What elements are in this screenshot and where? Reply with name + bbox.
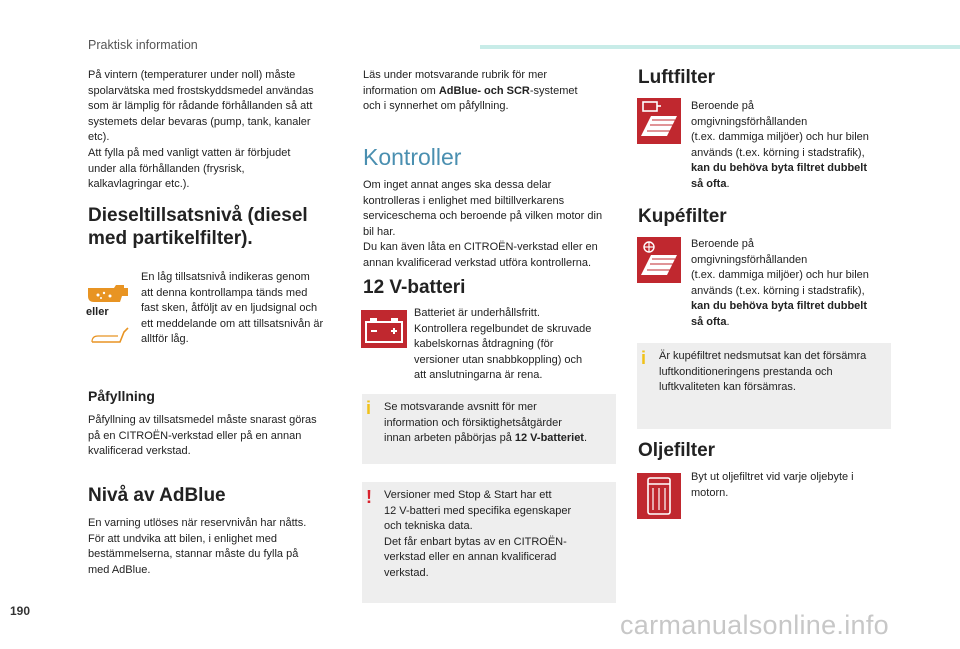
- adblue-reference-text: Läs under motsvarande rubrik för mer information om AdBlue- och SCR-systemet och i synnerhet om påfyllning.: [363, 69, 578, 113]
- cabin-filter-info-box: [637, 343, 891, 429]
- stop-start-warning-text: Versioner med Stop & Start har ett 12 V-batteri med specifika egenskaper och tekniska data. Det får enbart bytas av en CITROËN- verkstad eller en annan kvalificerad verkstad.: [384, 489, 572, 579]
- warning-icon: !: [366, 487, 372, 507]
- diesel-additive-heading: Dieseltillsatsnivå (diesel med partikelfilter).: [88, 205, 308, 249]
- diesel-additive-text: En låg tillsatsnivå indikeras genom att denna kontrollampa tänds med fast sken, åtföljt av en ljudsignal och ett meddelande om att tillsatsnivån är alltför låg.: [141, 271, 324, 346]
- battery-info-text: Se motsvarande avsnitt för mer information och försiktighetsåtgärder innan arbeten påbörjas på 12 V-batteriet.: [384, 401, 588, 445]
- battery-info-box: [362, 394, 616, 464]
- winter-paragraph: På vintern (temperaturer under noll) måste spolarvätska med frostskyddsmedel användas som är lämplig för rådande förhållanden så att systemets delar bevaras (pump, tank, kanaler etc). Att fylla på med vanligt vatten är förbjudet under alla förhållanden (frysrisk, kalkavlagringar etc.).: [88, 69, 314, 191]
- stop-start-warning-box: [362, 482, 616, 603]
- battery-heading: 12 V-batteri: [363, 277, 466, 298]
- running-header: Praktisk information: [88, 38, 198, 52]
- adblue-heading: Nivå av AdBlue: [88, 485, 226, 506]
- checks-text: Om inget annat anges ska dessa delar kontrolleras i enlighet med biltillverkarens serviceschema och beroende på vilken motor din bil har. Du kan även låta en CITROËN-verkstad eller en annan kvalificerad verkstad utföra kontrollerna.: [363, 179, 603, 269]
- cabin-filter-info-text: Är kupéfiltret nedsmutsat kan det försämra luftkonditioneringens prestanda och luftkvaliteten kan försämras.: [659, 350, 867, 394]
- watermark: carmanualsonline.info: [620, 610, 889, 640]
- oil-filter-text: Byt ut oljefiltret vid varje oljebyte i motorn.: [691, 471, 854, 499]
- refill-text: Påfyllning av tillsatsmedel måste snarast göras på en CITROËN-verkstad eller på en annan kvalificerad verkstad.: [88, 414, 317, 458]
- info-icon: i: [366, 398, 372, 418]
- air-filter-heading: Luftfilter: [638, 67, 716, 88]
- battery-icon: [361, 310, 407, 353]
- header-rule: [480, 45, 960, 49]
- fuel-filler-outline-icon: [90, 324, 130, 351]
- cabin-filter-text: Beroende på omgivningsförhållanden (t.ex. dammiga miljöer) och hur bilen används (t.ex. körning i stadstrafik), kan du behöva byta filtret dubbelt så ofta.: [691, 238, 869, 328]
- air-filter-text: Beroende på omgivningsförhållanden (t.ex. dammiga miljöer) och hur bilen används (t.ex. körning i stadstrafik), kan du behöva byta filtret dubbelt så ofta.: [691, 100, 869, 190]
- oil-filter-heading: Oljefilter: [638, 440, 716, 461]
- air-filter-icon: [637, 98, 681, 149]
- info-icon: i: [641, 348, 647, 368]
- cabin-filter-icon: [637, 237, 681, 288]
- refill-heading: Påfyllning: [88, 388, 155, 404]
- oil-filter-icon: [637, 473, 681, 524]
- checks-heading: Kontroller: [363, 144, 462, 170]
- adblue-text: En varning utlöses när reservnivån har nåtts. För att undvika att bilen, i enlighet med bestämmelserna, stannar måste du fylla på med AdBlue.: [88, 517, 307, 576]
- cabin-filter-heading: Kupéfilter: [638, 206, 727, 227]
- page-number: 190: [10, 604, 31, 618]
- or-label: eller: [86, 306, 109, 318]
- battery-text: Batteriet är underhållsfritt. Kontrollera regelbundet de skruvade kabelskornas åtdragning (för versioner utan snabbkoppling) och att anslutningarna är rena.: [414, 307, 592, 382]
